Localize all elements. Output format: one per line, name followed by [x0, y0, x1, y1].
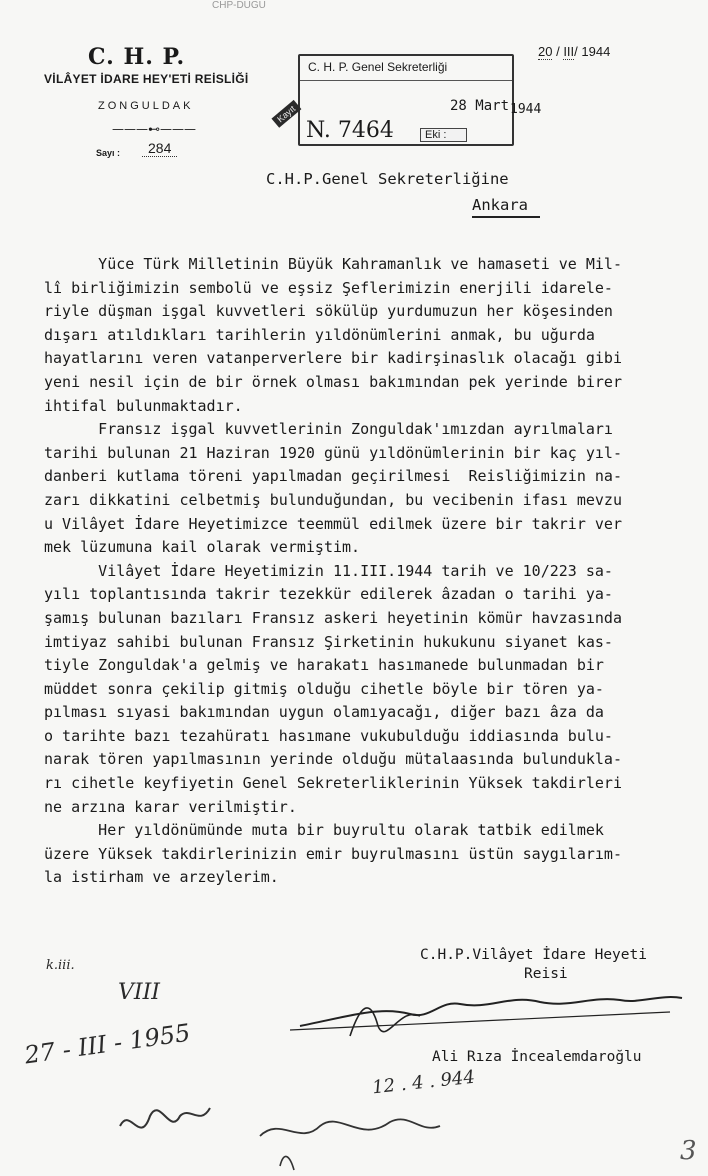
top-archive-mark: CHP-DUGU	[212, 0, 266, 11]
date-day: 20	[538, 44, 553, 59]
body-line: pılması sıyasi bakımından uygun olamıyacağı, diğer bazı âza da	[44, 703, 604, 722]
handwritten-date: 27 - III - 1955	[22, 1018, 192, 1070]
body-line: Fransız işgal kuvvetlerinin Zonguldak'ımızdan ayrılmaları	[44, 420, 613, 439]
signature-title-2: Reisi	[524, 966, 568, 982]
body-line: tarihi bulunan 21 Haziran 1920 günü yıldönümlerinin bir kaç yıl-	[44, 443, 622, 462]
stamp-date: 28 Mart	[450, 98, 510, 114]
signature-title: C.H.P.Vilâyet İdare Heyeti	[420, 947, 647, 963]
letterhead-ornament: ———⊷———	[112, 122, 196, 136]
registry-stamp	[298, 54, 514, 146]
date-month: III	[563, 44, 575, 59]
letterhead-subtitle: VİLÂYET İDARE HEY'ETİ REİSLİĞİ	[44, 72, 249, 86]
signature-name: Ali Rıza İncealemdaroğlu	[432, 1049, 642, 1065]
body-line: tiyle Zonguldak'a gelmiş ve harakatı hasımanede bulunmadan bir	[44, 656, 604, 675]
date-year: 1944	[581, 44, 611, 59]
body-line: la istirham ve arzeylerim.	[44, 868, 279, 887]
handwritten-date-2: 12 . 4 . 944	[371, 1066, 476, 1099]
addressee: C.H.P.Genel Sekreterliğine	[266, 170, 509, 188]
body-line: zarı dikkatini celbetmiş bulunduğundan, bu vecibenin ifası mevzu	[44, 490, 622, 509]
stamp-year: 1944	[510, 102, 542, 117]
body-line: ihtifal bulunmaktadır.	[44, 396, 243, 415]
addressee-city: Ankara	[472, 196, 540, 218]
body-line: narak tören yapılmasının yerinde olduğu mütalaasında bulundukla-	[44, 750, 622, 769]
body-line: Her yıldönümünde muta bir buyrultu olarak tatbik edilmek	[44, 821, 604, 840]
handwritten-signature	[290, 986, 690, 1050]
body-line: u Vilâyet İdare Heyetimizce teemmül edilmek üzere bir takrir ver	[44, 514, 622, 533]
body-line: hayatlarını veren vatanperverlere bir kadirşinaslık olacağı gibi	[44, 349, 622, 368]
body-line: yeni nesil için de bir örnek olması bakımından pek yerinde birer	[44, 372, 622, 391]
body-line: dışarı atıldıkları tarihlerin yıldönümlerini anmak, bu uğurda	[44, 325, 595, 344]
body-line: imtiyaz sahibi bulunan Fransız Şirketinin hukukunu siyanet kas-	[44, 632, 613, 651]
body-line: müddet sonra çekilip gitmiş olduğu cihetle böyle bir tören ya-	[44, 679, 604, 698]
handwritten-mark: VIII	[118, 980, 160, 1005]
body-line: lî birliğimizin sembolü ve eşsiz Şeflerimizin enerjili idarele-	[44, 278, 613, 297]
sayi-label: Sayı :	[96, 148, 121, 158]
body-line: Yüce Türk Milletinin Büyük Kahramanlık ve hamaseti ve Mil-	[44, 255, 622, 273]
body-line: Vilâyet İdare Heyetimizin 11.III.1944 tarih ve 10/223 sa-	[44, 561, 613, 580]
stamp-diagonal-label: Kayıt	[271, 100, 301, 128]
letter-date: 20 / III/ 1944	[538, 44, 611, 59]
stamp-ek-label: Eki :	[420, 128, 467, 142]
page-number: 3	[680, 1136, 697, 1166]
stamp-title: C. H. P. Genel Sekreterliği	[308, 60, 448, 74]
body-line: danberi kutlama töreni yapılmadan geçirilmesi Reisliğimizin na-	[44, 467, 622, 486]
body-line: üzere Yüksek takdirlerinizin emir buyrulmasını üstün saygılarım-	[44, 844, 622, 863]
handwritten-mark: k.iii.	[46, 958, 75, 973]
body-line: yılı toplantısında takrir tezekkür edilerek âzadan o tarihi ya-	[44, 585, 613, 604]
letterhead-org: C. H. P.	[88, 44, 186, 70]
body-line: o tarihte bazı tezahüratı hasımane vukubulduğu iddiasında bulu-	[44, 726, 613, 745]
body-line: ne arzına karar verilmiştir.	[44, 797, 297, 816]
sayi-value: 284	[142, 140, 177, 157]
body-line: mek lüzumuna kail olarak vermiştim.	[44, 538, 361, 557]
letterhead-city: ZONGULDAK	[98, 100, 194, 112]
body-line: şamış bulunan bazıları Fransız askeri heyetinin kömür havzasında	[44, 608, 622, 627]
body-line: rı cihetle keyfiyetin Genel Sekreterliklerinin Yüksek takdirleri	[44, 774, 622, 793]
body-line: riyle düşman işgal kuvvetleri sökülüp yurdumuzun her köşesinden	[44, 302, 613, 321]
stamp-divider	[300, 80, 512, 81]
handwritten-scribble	[110, 1086, 450, 1176]
letter-body	[44, 253, 708, 890]
stamp-number: N. 7464	[306, 118, 394, 143]
